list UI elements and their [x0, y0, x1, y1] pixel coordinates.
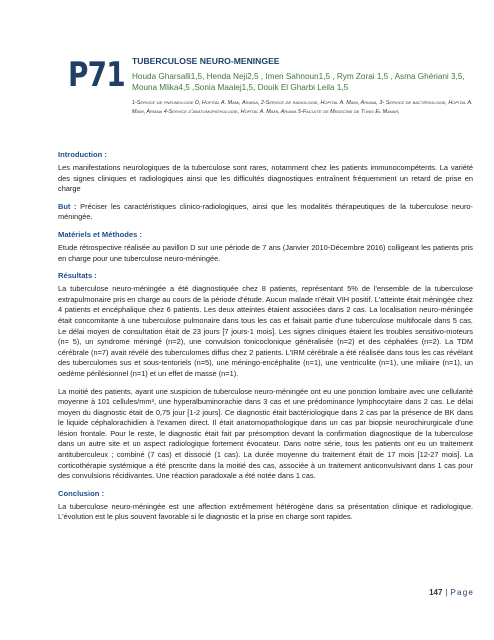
introduction-heading: Introduction : — [58, 150, 107, 159]
abstract-code: P71 — [68, 55, 125, 95]
abstract-body — [58, 150, 473, 530]
abstract-header — [132, 56, 477, 116]
conclusion-text: La tuberculose neuro-méningée est une affection extrêmement hétérogène dans sa présentation clinique et radiologique. L'évolution est le plus souvent favorable si le diagnostic et la prise en charge sont rapides. — [58, 501, 473, 522]
page-footer — [429, 588, 474, 597]
introduction-text: Les manifestations neurologiques de la tuberculose sont rares, notamment chez les patients immunocompétents. La variété des signes cliniques et radiologiques ainsi que les difficultés diagnostiques entraînent fréquemment un retard de prise en charge — [58, 163, 473, 194]
abstract-title: TUBERCULOSE NEURO-MENINGEE — [132, 56, 280, 66]
affiliations: 1-Service de pneumologie D, Hopital A. Mami, Ariana, 2-Service de radiologie, Hopital A. Mami, Ariana, 3- Service de bactériologie, Hopital A. Mami, Ariana 4-Service d'anatomopathologie, Hopital A. Mami, Ariana 5-Faculte de Medecine de Tunis El Manar, — [132, 100, 473, 115]
author-list: Houda Gharsalli1,5, Henda Neji2,5 , Imen Sahnoun1,5 , Rym Zorai 1,5 , Asma Ghériani 3,5, Mouna Mlika4,5 ,Sonia Maalej1,5, Douik El Gharbi Leila 1,5 — [132, 72, 465, 92]
resultats-text-2: La moitié des patients, ayant une suspicion de tuberculose neuro-méningée ont eu une ponction lombaire avec une cellularité moyenne à 101 cellules/mm³, une hyperalbuminorachie dans 3 cas et une prédominance lymphocytaire dans 2 cas. Le délai moyen du diagnostic était de 0,75 jour [1-2 jours]. Ce diagnostic était bactériologique dans 2 cas par la présence de BK dans le liquide céphalorachidien à l'examen direct. Il était anatomopathologique dans un cas par biopsie neurochirurgicale d'une lésion frontale. Pour le reste, le diagnostic était fait par présomption devant la confirmation diagnostique de la tuberculose dans un autre site et un aspect radiologique fortement évocateur. Dans notre série, tous les patients ont eu un traitement antituberculeux ; combiné (7 cas) et dissocié (1 cas). La durée moyenne du traitement était de 17 mois [12-27 mois]. La corticothérapie systémique a été prescrite dans la moitié des cas, associée à un traitement anticonvulsivant dans 1 cas pour des convulsions récidivantes. Une réaction paradoxale a été notée dans 1 cas. — [58, 386, 473, 481]
but-text: Préciser les caractéristiques clinico-radiologiques, ainsi que les modalités thérapeutiques de la tuberculose neuro-méningée. — [58, 201, 473, 222]
but-label: But : — [58, 201, 77, 211]
methodes-heading: Matériels et Méthodes : — [58, 229, 142, 239]
resultats-heading: Résultats : — [58, 271, 97, 281]
conclusion-heading: Conclusion : — [58, 488, 104, 498]
page-number: 147 — [429, 588, 443, 597]
but-paragraph — [58, 202, 473, 223]
footer-separator: | — [445, 588, 448, 597]
page-label: Page — [450, 588, 474, 597]
resultats-text-1: La tuberculose neuro-méningée a été diagnostiquée chez 8 patients, représentant 5% de l'ensemble de la tuberculose extrapulmonaire pris en charge au cours de la période d'étude. Aucun malade n'était VIH positif. L'atteinte était méningée chez 4 patients et encéphalique chez 6 patients. Les deux atteintes étaient associées dans 2 cas. La localisation neuro-méningée était concomitante à une tuberculose pulmonaire dans tous les cas et faisait partie d'une tuberculose multifocale dans 5 cas. Le délai moyen de consultation était de 23 jours [7 jours-1 mois]. Les signes cliniques étaient les troubles sensitivo-moteurs (n= 5), un syndrome méningé (n=2), une convulsion tonicoclonique généralisée (n=2) et des céphalées (n=2). La TDM cérébrale (n=7) avait révélé des tuberculomes diffus chez 2 patients. L'IRM cérébrale a été réalisée dans tous les cas révélant des tuberculomes sus et sous-tentoriels (n=5), une méningo-encéphalite (n=1), une ventriculite (n=1), une miliaire (n=1), un oedème périlésionnel (n=1) et un effet de masse (n=1). — [58, 284, 473, 378]
methodes-text: Etude rétrospective réalisée au pavillon D sur une période de 7 ans (Janvier 2010-Décembre 2016) colligeant les patients pris en charge pour une tuberculose neuro-méningée. — [58, 242, 473, 263]
